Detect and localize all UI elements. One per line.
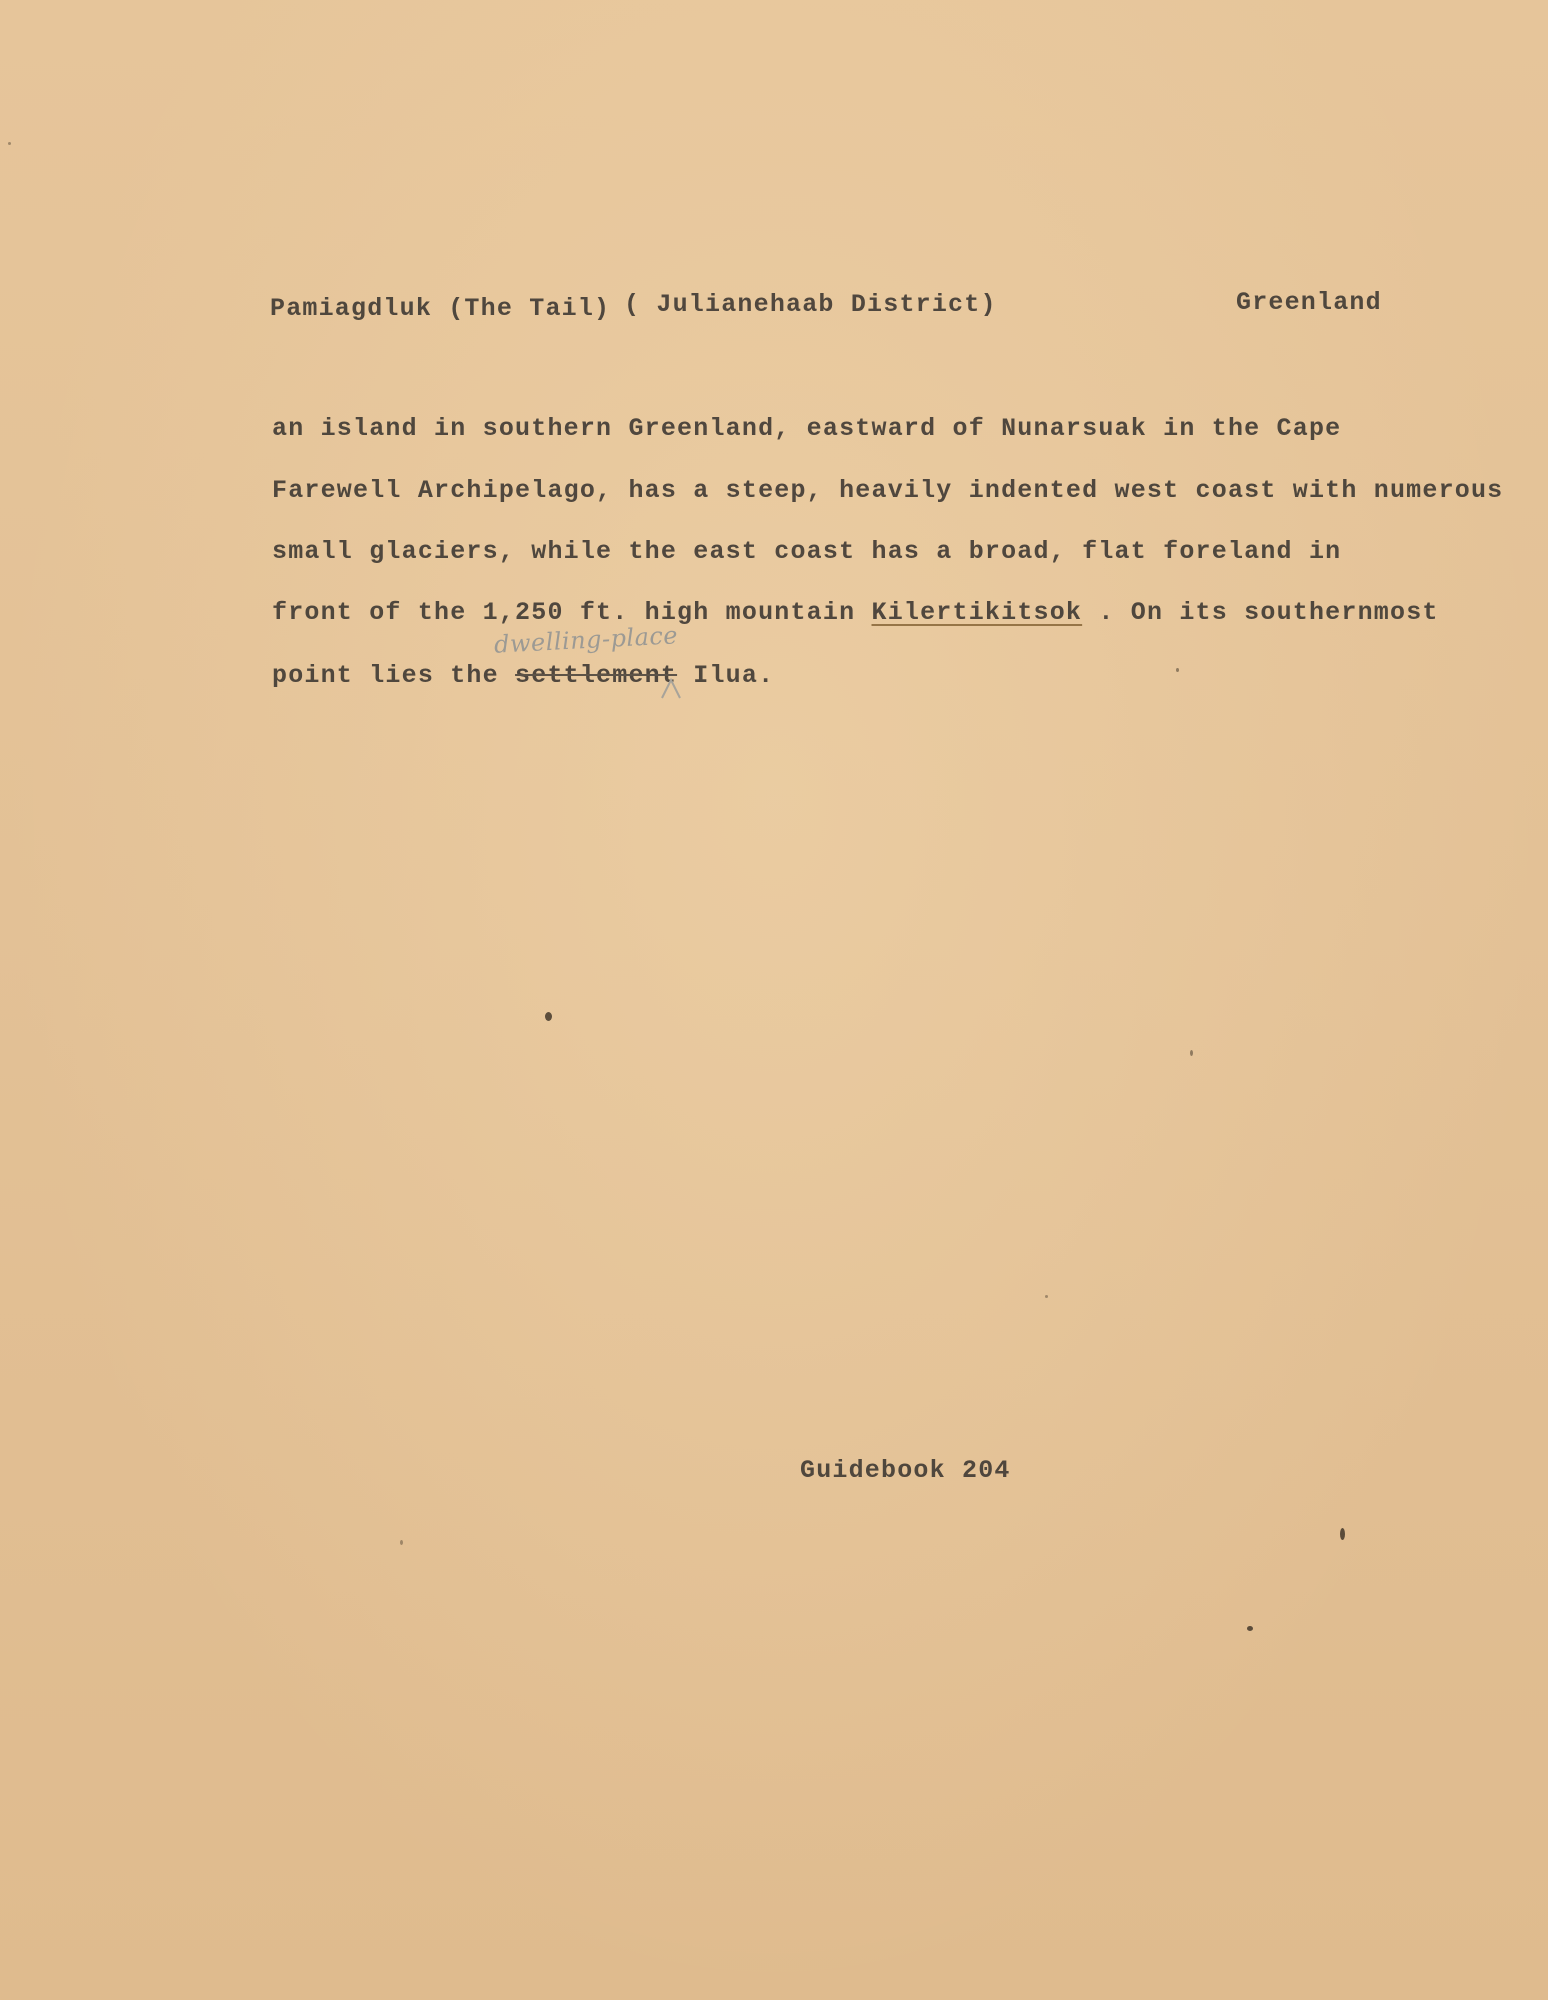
- body-line-5-end: Ilua.: [677, 661, 775, 690]
- entry-title: Pamiagdluk (The Tail): [270, 294, 611, 323]
- paper-speck: [1190, 1050, 1193, 1056]
- paper-speck: [1247, 1626, 1253, 1631]
- insertion-caret-icon: [660, 676, 682, 700]
- body-line-1: an island in southern Greenland, eastward of Nunarsuak in the Cape: [272, 414, 1342, 443]
- struck-word: settlement: [515, 661, 678, 690]
- paper-speck: [400, 1540, 403, 1545]
- body-line-4: [272, 598, 1439, 627]
- place-name-underlined: Kilertikitsok: [871, 598, 1083, 627]
- paper-speck: [1045, 1295, 1048, 1298]
- paper-speck: [8, 142, 11, 145]
- handwritten-correction: dwelling-place: [493, 621, 679, 659]
- paper-speck: [545, 1012, 552, 1021]
- paper-speck: [1176, 668, 1179, 672]
- paper-speck: [1340, 1528, 1345, 1540]
- body-line-4-start: front of the 1,250 ft. high mountain: [272, 598, 872, 627]
- entry-region: Greenland: [1236, 288, 1382, 317]
- body-line-2: Farewell Archipelago, has a steep, heavily indented west coast with numerous: [272, 476, 1504, 505]
- guidebook-reference: Guidebook 204: [800, 1456, 1011, 1485]
- body-line-5-start: point lies the: [272, 661, 516, 690]
- body-line-5: [272, 661, 774, 690]
- entry-district: ( Julianehaab District): [624, 290, 997, 319]
- body-line-3: small glaciers, while the east coast has a broad, flat foreland in: [272, 537, 1342, 566]
- body-line-4-end: . On its southernmost: [1082, 598, 1439, 627]
